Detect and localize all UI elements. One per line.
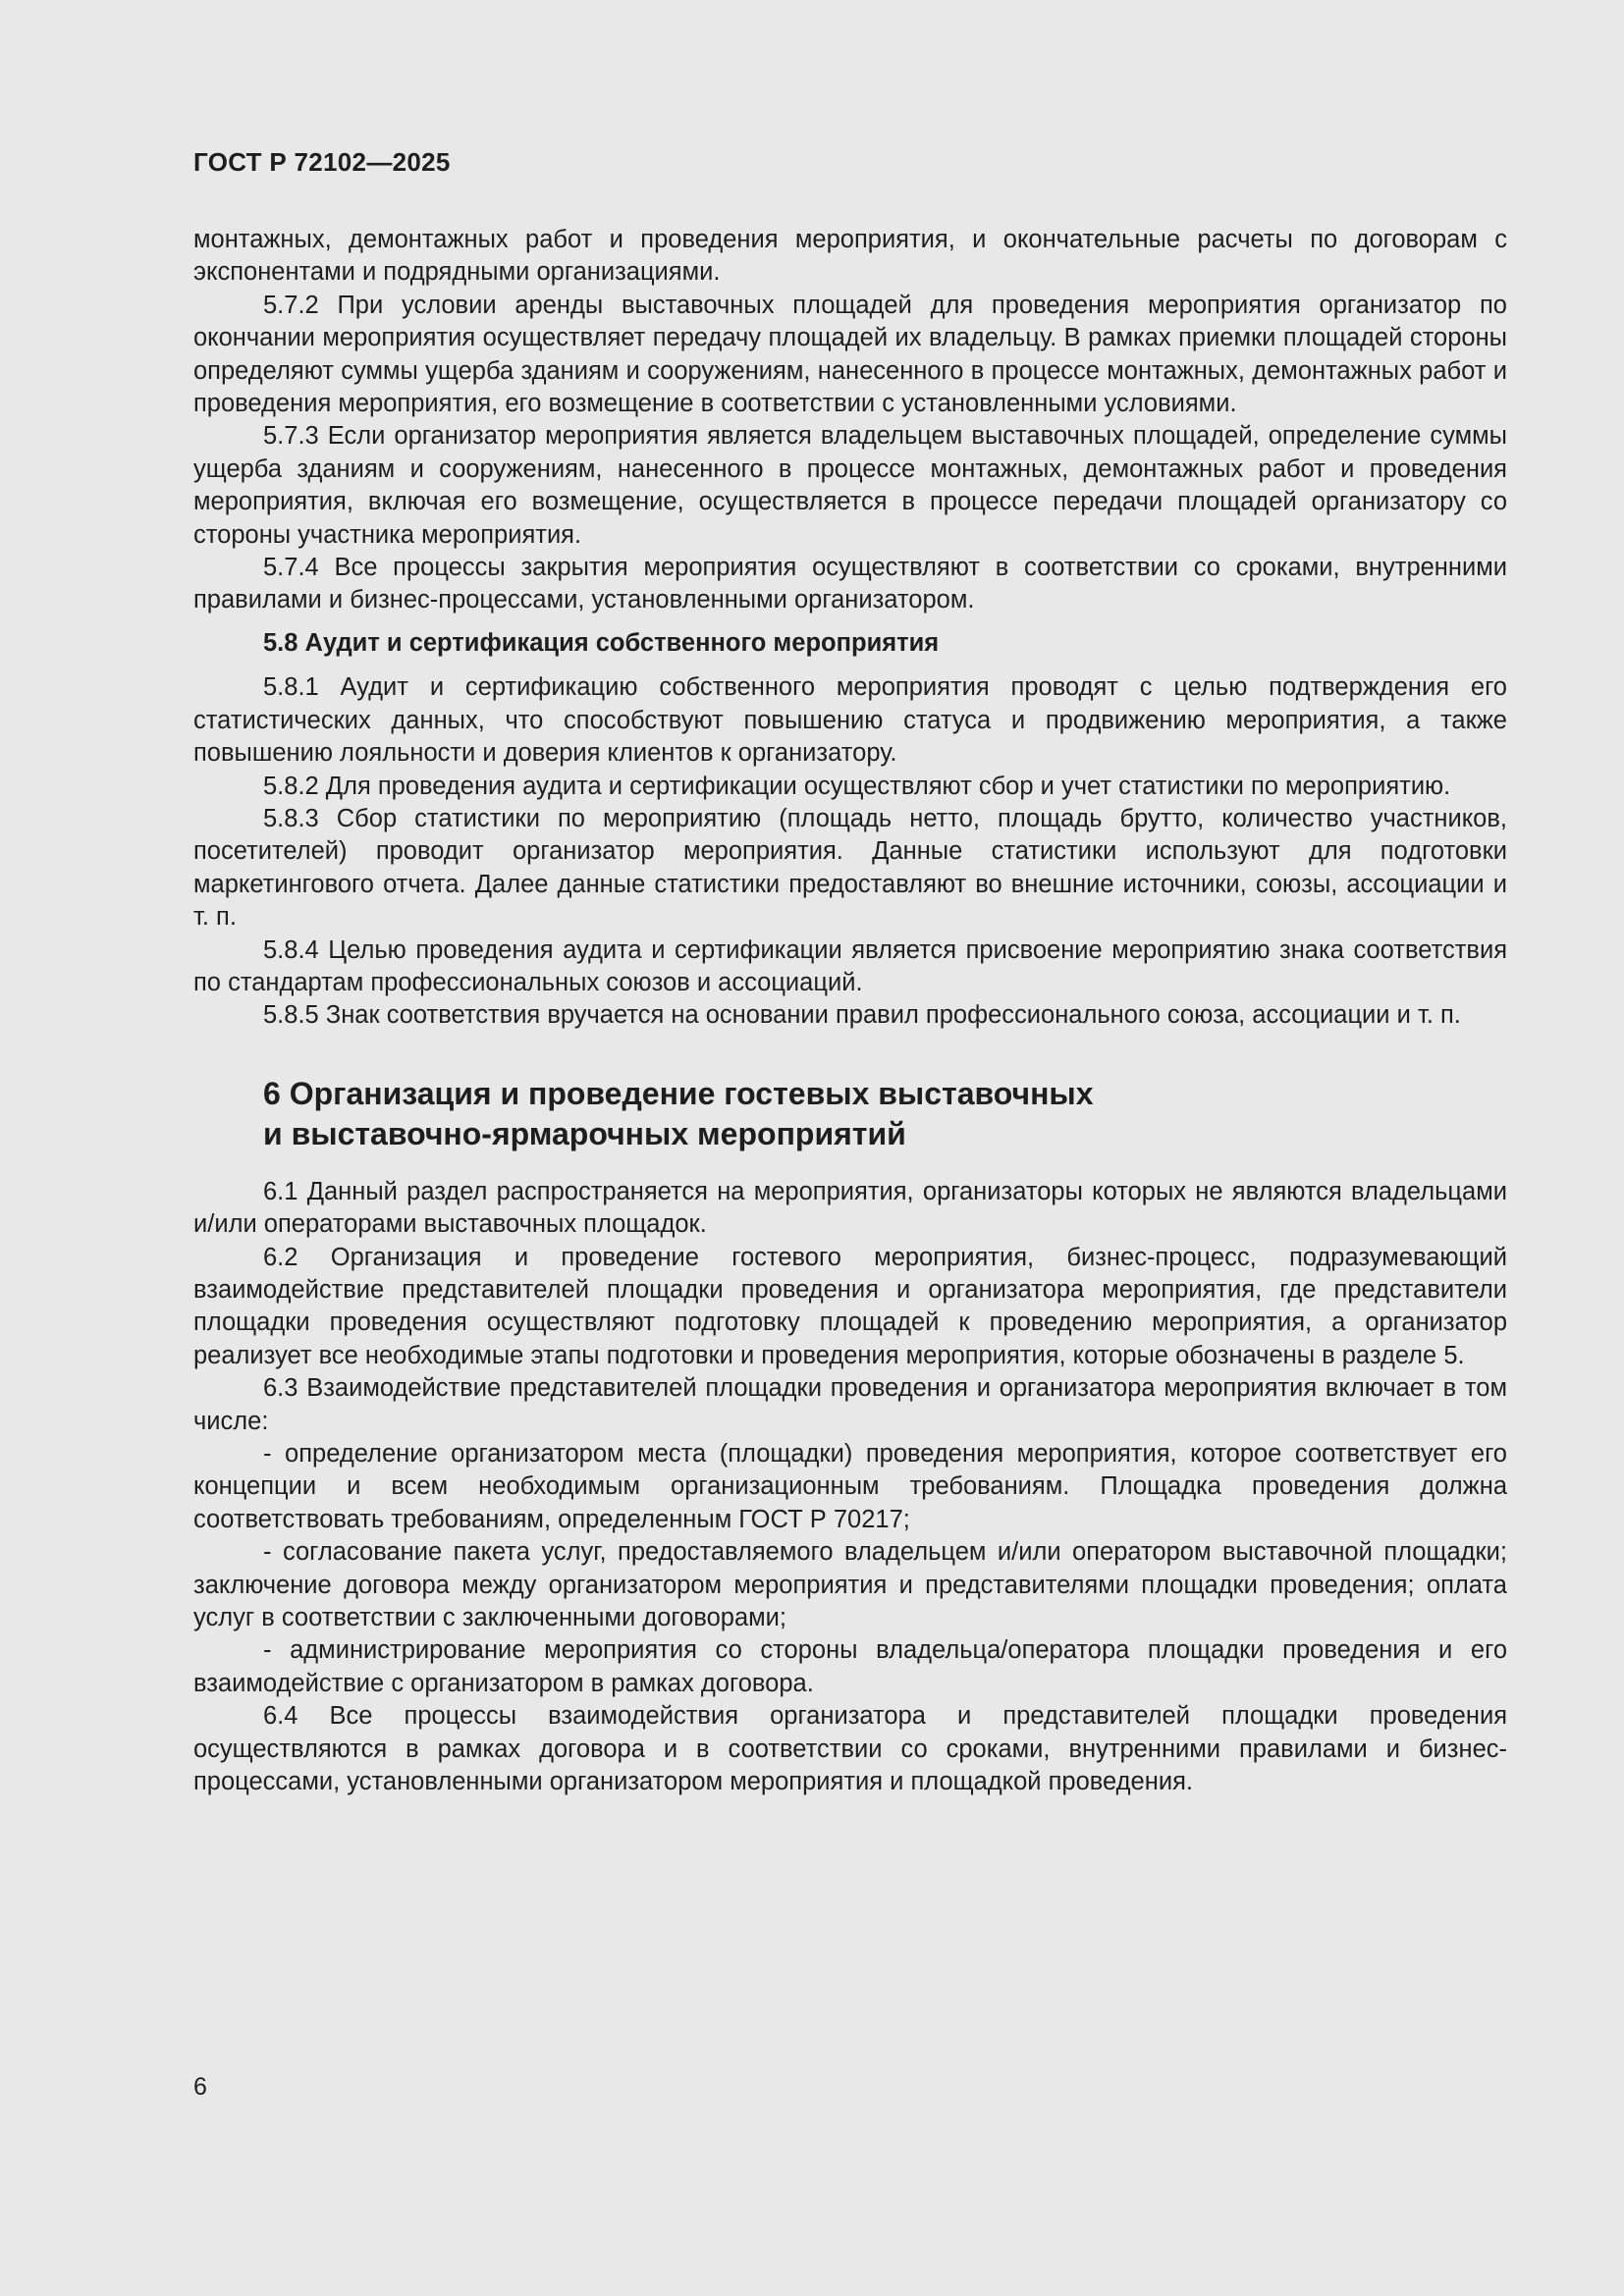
paragraph-5-8-4: 5.8.4 Целью проведения аудита и сертификации является присвоение мероприятию знака соответствия по стандартам профессиональных союзов и ассоциаций. — [193, 935, 1507, 996]
paragraph-6-3: 6.3 Взаимодействие представителей площадки проведения и организатора мероприятия включает в том числе: — [193, 1374, 1507, 1435]
list-item-2: - согласование пакета услуг, предоставляемого владельцем и/или оператором выставочной площадки; заключение договора между организатором мероприятия и представителями площадки проведения; оплата услуг в соответствии с заключенными договорами; — [193, 1538, 1507, 1632]
document-header-code: ГОСТ Р 72102—2025 — [193, 147, 451, 177]
section-heading-6-line-2: и выставочно-ярмарочных мероприятий — [263, 1115, 906, 1151]
document-body — [193, 224, 1507, 1798]
paragraph-6-1: 6.1 Данный раздел распространяется на мероприятия, организаторы которых не являются владельцами и/или операторами выставочных площадок. — [193, 1177, 1507, 1239]
list-item-3: - администрирование мероприятия со стороны владельца/оператора площадки проведения и его взаимодействие с организатором в рамках договора. — [193, 1636, 1507, 1697]
paragraph-5-8-1: 5.8.1 Аудит и сертификацию собственного мероприятия проводят с целью подтверждения его статистических данных, что способствуют повышению статуса и продвижению мероприятия, а также повышению лояльности и доверия клиентов к организатору. — [193, 673, 1507, 768]
section-heading-6-line-1: 6 Организация и проведение гостевых выставочных — [263, 1075, 1094, 1111]
paragraph-5-8-3: 5.8.3 Сбор статистики по мероприятию (площадь нетто, площадь брутто, количество участников, посетителей) проводит организатор мероприятия. Данные статистики используют для подготовки маркетингового отчета. Далее данные статистики предоставляют во внешние источники, союзы, ассоциации и т. п. — [193, 804, 1507, 932]
paragraph-6-4: 6.4 Все процессы взаимодействия организатора и представителей площадки проведения осуществляются в рамках договора и в соответствии со сроками, внутренними правилами и бизнес-процессами, установленными организатором мероприятия и площадкой проведения. — [193, 1702, 1507, 1796]
paragraph-5-8-5: 5.8.5 Знак соответствия вручается на основании правил профессионального союза, ассоциации и т. п. — [263, 1001, 1461, 1030]
page-number: 6 — [193, 2073, 207, 2101]
paragraph-5-7-4: 5.7.4 Все процессы закрытия мероприятия осуществляют в соответствии со сроками, внутренними правилами и бизнес-процессами, установленными организатором. — [193, 554, 1507, 614]
paragraph-continuation: монтажных, демонтажных работ и проведения мероприятия, и окончательные расчеты по договорам с экспонентами и подрядными организациями. — [193, 226, 1507, 287]
paragraph-5-7-2: 5.7.2 При условии аренды выставочных площадей для проведения мероприятия организатор по окончании мероприятия осуществляет передачу площадей их владельцу. В рамках приемки площадей стороны определяют суммы ущерба зданиям и сооружениям, нанесенного в процессе монтажных, демонтажных работ и проведения мероприятия, его возмещение в соответствии с установленными условиями. — [193, 291, 1507, 418]
list-item-1: - определение организатором места (площадки) проведения мероприятия, которое соответствует его концепции и всем необходимым организационным требованиям. Площадка проведения должна соответствовать требованиям, определенным ГОСТ Р 70217; — [193, 1440, 1507, 1533]
section-heading-6 — [263, 1074, 1245, 1154]
subsection-heading-5-8: 5.8 Аудит и сертификация собственного мероприятия — [263, 628, 940, 657]
paragraph-6-2: 6.2 Организация и проведение гостевого мероприятия, бизнес-процесс, подразумевающий взаимодействие представителей площадки проведения и организатора мероприятия, где представители площадки проведения осуществляют подготовку площадей к проведению мероприятия, а организатор реализует все необходимые этапы подготовки и проведения мероприятия, которые обозначены в разделе 5. — [193, 1243, 1507, 1369]
paragraph-5-8-2: 5.8.2 Для проведения аудита и сертификации осуществляют сбор и учет статистики по мероприятию. — [263, 772, 1451, 800]
paragraph-5-7-3: 5.7.3 Если организатор мероприятия является владельцем выставочных площадей, определение суммы ущерба зданиям и сооружениям, нанесенного в процессе монтажных, демонтажных работ и проведения мероприятия, включая его возмещение, осуществляется в процессе передачи площадей организатору со стороны участника мероприятия. — [193, 422, 1507, 549]
